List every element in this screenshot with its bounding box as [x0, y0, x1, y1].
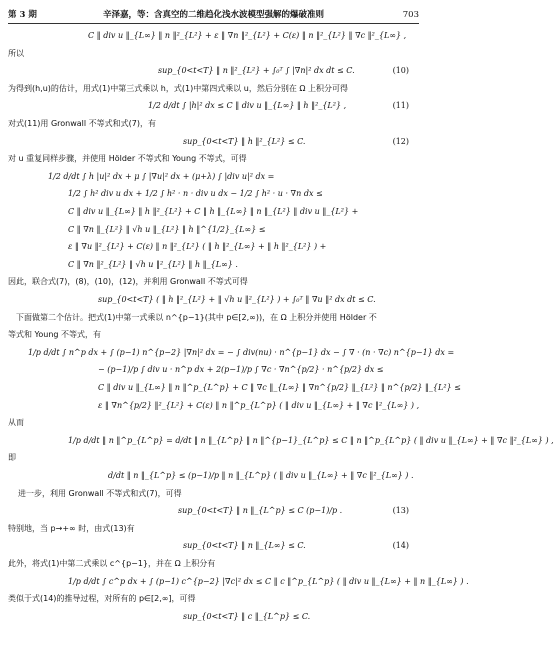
paragraph-text: 从而	[8, 418, 24, 428]
paragraph-text: 对式(11)用 Gronwall 不等式和式(7)，有	[8, 119, 157, 128]
equation-line	[8, 347, 455, 358]
equation-line	[8, 364, 419, 375]
formula: sup_{0<t<T} ‖ n ‖²_{L²} + ∫₀ᵀ ∫ |∇n|² dx dt ≤ C.	[158, 66, 355, 76]
equation-line	[8, 30, 419, 41]
paragraph-text: 进一步，利用 Gronwall 不等式和式(7)，可得	[18, 488, 182, 498]
equation-line	[8, 65, 419, 76]
text-line	[8, 523, 419, 534]
header-rule	[8, 23, 419, 24]
formula: sup_{0<t<T} ( ‖ h ‖²_{L²} + ‖ √h u ‖²_{L²} ) + ∫₀ᵀ ‖ ∇u ‖² dx dt ≤ C.	[98, 295, 376, 304]
equation-number: (11)	[392, 101, 409, 111]
equation-line	[8, 206, 419, 217]
formula: 1/p d/dt ‖ n ‖^p_{L^p} = d/dt ‖ n ‖_{L^p} ‖ n ‖^{p−1}_{L^p} ≤ C ‖ n ‖^p_{L^p} ( ‖ div u ‖_{L∞} + ‖ ∇c ‖²_{L∞} ) ,	[68, 435, 554, 445]
equation-line	[8, 540, 419, 551]
equation-number: (14)	[392, 541, 409, 551]
paragraph-text: 等式和 Young 不等式，有	[8, 330, 102, 340]
paragraph-text: 即	[8, 453, 16, 463]
equation-number: (10)	[392, 66, 409, 76]
equation-number: (12)	[392, 136, 409, 146]
equation-line	[8, 435, 554, 446]
equation-line	[8, 188, 419, 199]
paragraph-text: 此外，将式(1)中第二式乘以 c^{p−1}，并在 Ω 上积分有	[8, 559, 216, 568]
equation-line	[8, 505, 419, 516]
text-line	[8, 329, 419, 340]
equation-line	[8, 611, 419, 622]
formula: sup_{0<t<T} ‖ h ‖²_{L²} ≤ C.	[183, 136, 306, 146]
paragraph-text: 类似于式(14)的推导过程，对所有的 p∈[2,∞]，可得	[8, 594, 196, 604]
text-line	[8, 417, 419, 428]
formula: 1/2 d/dt ∫ |h|² dx ≤ C ‖ div u ‖_{L∞} ‖ h ‖²_{L²} ,	[148, 101, 347, 111]
issue-number: 第 3 期	[8, 10, 37, 20]
text-line	[8, 593, 419, 604]
text-line	[8, 153, 419, 164]
equation-line	[8, 294, 419, 305]
text-line	[8, 312, 419, 323]
paragraph-text: 下面做第二个估计。把式(1)中第一式乘以 n^{p−1}(其中 p∈[2,∞))，在 Ω 上积分并使用 Hölder 不	[8, 312, 377, 322]
paragraph-text: 为得到(h,u)的估计，用式(1)中第三式乘以 h，式(1)中第四式乘以 u，然后分别在 Ω 上积分可得	[8, 83, 349, 93]
equation-line	[8, 470, 419, 481]
text-line	[8, 83, 419, 94]
equation-line	[8, 224, 419, 235]
formula: C ‖ div u ‖_{L∞} ‖ n ‖²_{L²} + ε ‖ ∇n ‖²_{L²} + C(ε) ‖ n ‖²_{L²} ‖ ∇c ‖²_{L∞} ,	[88, 31, 407, 40]
paragraph-text: 因此，联合式(7)，(8)，(10)，(12)，并利用 Gronwall 不等式可得	[8, 277, 248, 287]
equation-number: (13)	[392, 506, 409, 516]
formula: sup_{0<t<T} ‖ n ‖_{L^p} ≤ C (p−1)/p .	[178, 506, 343, 516]
text-line	[8, 488, 419, 499]
formula: 1/p d/dt ∫ n^p dx + ∫ (p−1) n^{p−2} |∇n|² dx = − ∫ div(nu) · n^{p−1} dx − ∫ ∇ · (n · ∇c) n^{p−1} dx =	[28, 347, 455, 357]
equation-line	[8, 100, 419, 111]
running-header	[8, 8, 419, 22]
paragraph-text: 对 u 重复同样步骤，并使用 Hölder 不等式和 Young 不等式，可得	[8, 154, 247, 164]
formula: d/dt ‖ n ‖_{L^p} ≤ (p−1)/p ‖ n ‖_{L^p} ( ‖ div u ‖_{L∞} + ‖ ∇c ‖²_{L∞} ) .	[108, 471, 414, 480]
paragraph-text: 所以	[8, 48, 24, 58]
paragraph-text: 特别地，当 p→+∞ 时，由式(13)有	[8, 523, 135, 533]
equation-line	[8, 136, 419, 147]
equation-line	[8, 576, 469, 587]
text-line	[8, 558, 419, 569]
formula: C ‖ div u ‖_{L∞} ‖ n ‖^p_{L^p} + C ‖ ∇c ‖_{L∞} ‖ ∇n^{p/2} ‖_{L²} ‖ n^{p/2} ‖_{L²} ≤	[98, 383, 461, 392]
text-line	[8, 48, 419, 59]
equation-line	[8, 171, 419, 182]
paper-body	[8, 30, 554, 647]
text-line	[8, 118, 419, 129]
article-title: 辛泽嘉，等：含真空的二维趋化浅水波模型强解的爆破准则	[102, 10, 324, 20]
formula: ε ‖ ∇u ‖²_{L²} + C(ε) ‖ n ‖²_{L²} ( ‖ h ‖²_{L∞} + ‖ h ‖²_{L²} ) +	[68, 242, 327, 252]
formula: − (p−1)/p ∫ div u · n^p dx + 2(p−1)/p ∫ ∇c · ∇n^{p/2} · n^{p/2} dx ≤	[98, 365, 384, 375]
formula: C ‖ ∇n ‖_{L²} ‖ √h u ‖_{L²} ‖ h ‖^{1/2}_{L∞} ≤	[68, 224, 266, 234]
formula: ε ‖ ∇n^{p/2} ‖²_{L²} + C(ε) ‖ n ‖^p_{L^p} ( ‖ div u ‖_{L∞} + ‖ ∇c ‖²_{L∞} ) ,	[98, 400, 420, 410]
equation-line	[8, 259, 419, 270]
formula: sup_{0<t<T} ‖ n ‖_{L∞} ≤ C.	[183, 541, 306, 551]
page-number: 703	[402, 10, 419, 20]
formula: C ‖ ∇n ‖²_{L²} ‖ √h u ‖²_{L²} ‖ h ‖_{L∞} .	[68, 259, 238, 269]
text-line	[8, 452, 419, 463]
formula: 1/2 d/dt ∫ h |u|² dx + μ ∫ |∇u|² dx + (μ+λ) ∫ |div u|² dx =	[48, 171, 275, 181]
text-line	[8, 276, 419, 287]
equation-line	[8, 400, 419, 411]
formula: sup_{0<t<T} ‖ c ‖_{L^p} ≤ C.	[183, 611, 311, 621]
formula: 1/p d/dt ∫ c^p dx + ∫ (p−1) c^{p−2} |∇c|² dx ≤ C ‖ c ‖^p_{L^p} ( ‖ div u ‖_{L∞} + ‖ n ‖_{L∞} ) .	[68, 576, 469, 586]
formula: C ‖ div u ‖_{L∞} ‖ h ‖²_{L²} + C ‖ h ‖_{L∞} ‖ n ‖_{L²} ‖ div u ‖_{L²} +	[68, 207, 359, 216]
equation-line	[8, 382, 461, 393]
equation-line	[8, 241, 419, 252]
formula: 1/2 ∫ h² div u dx + 1/2 ∫ h² · n · div u dx − 1/2 ∫ h² · u · ∇n dx ≤	[68, 189, 323, 199]
